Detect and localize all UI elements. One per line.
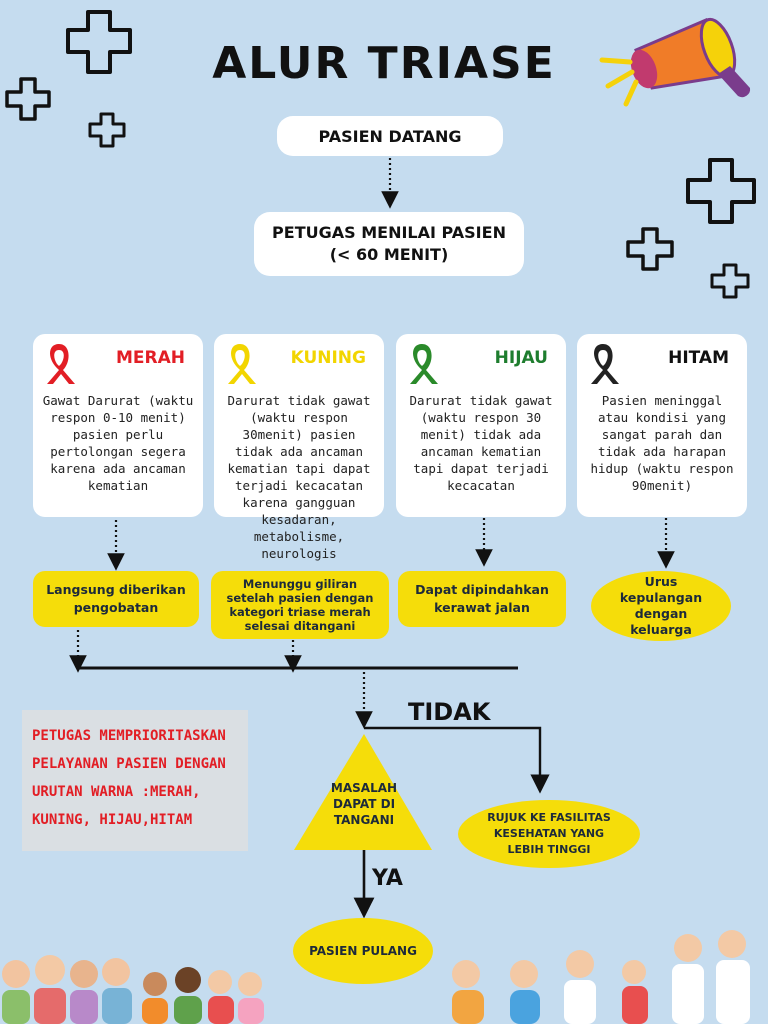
action-kuning-text: Menunggu giliran setelah pasien dengan kategori triase merah selesai ditangani [226,577,374,633]
card-merah-desc: Gawat Darurat (waktu respon 0-10 menit) pasien perlu pertolongan segera karena ada ancaman kematian [42,393,194,493]
home-text: PASIEN PULANG [309,944,417,958]
card-kuning-desc: Darurat tidak gawat (waktu respon 30menit) pasien tidak ada ancaman kematian tapi dapat terjadi kecacatan karena gangguan kesadaran, metabolisme, neurologis [227,393,371,561]
doctor-illustration [440,926,760,1024]
action-hijau-text: Dapat dipindahkan kerawat jalan [415,582,549,615]
card-hitam-desc: Pasien meninggal atau kondisi yang sangat parah dan tidak ada harapan hidup (waktu respon 90menit) [590,393,734,493]
card-kuning-title: KUNING [290,348,366,368]
home-node [293,918,433,984]
action-merah-text: Langsung diberikan pengobatan [46,582,186,615]
assess-line1: PETUGAS MENILAI PASIEN [272,223,506,242]
card-merah-title: MERAH [115,348,185,368]
diagram-title: ALUR TRIASE [212,38,556,89]
start-label: PASIEN DATANG [318,126,462,146]
card-hijau-desc: Darurat tidak gawat (waktu respon 30 menit) tidak ada ancaman kematian tapi dapat terjadi kecacatan [409,393,553,493]
people-illustration [0,944,270,1024]
priority-note: PETUGAS MEMPRIORITASKAN PELAYANAN PASIEN DENGAN URUTAN WARNA :MERAH, KUNING, HIJAU,HITAM [22,710,248,851]
yes-label: YA [372,866,403,891]
card-hijau-title: HIJAU [494,348,548,368]
card-hitam-title: HITAM [668,348,729,368]
no-label: TIDAK [408,698,491,726]
refer-node [458,800,640,868]
refer-text: RUJUK KE FASILITAS KESEHATAN YANG LEBIH TINGGI [487,811,611,856]
decision-text: MASALAH DAPAT DI TANGANI [330,781,398,827]
action-hitam-text: Urus kepulangan dengan keluarga [619,574,703,637]
assess-line2: (< 60 MENIT) [329,245,449,264]
